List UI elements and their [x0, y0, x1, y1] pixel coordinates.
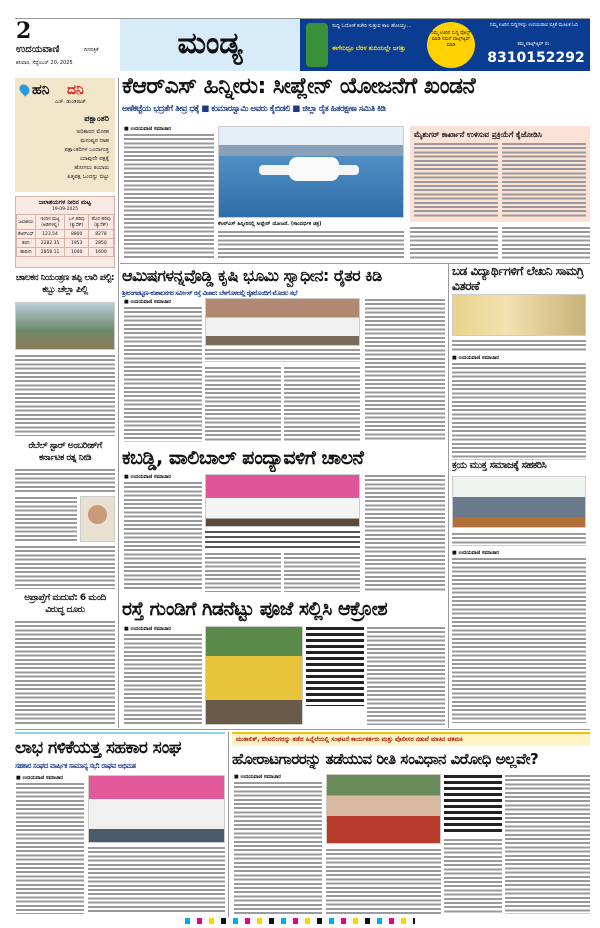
ad-bubble: ನಿಮ್ಮ ಊರಿನ ಸುದ್ದಿ ಪೋಸ್ಟ್ ಮಾಡಿ ನಮಗೆ ವಾಟ್ಸ್‌ಆ್ಯಪ್ ಮಾಡಿ — [427, 22, 475, 68]
table-title: ಜಲಾಶಯಗಳ ನೀರಿನ ಮಟ್ಟ — [38, 199, 92, 206]
poem-line: ಯಾವುದೇ ಪಕ್ಷಕ್ಕೆ — [79, 156, 109, 162]
table-date: 19-09-2025 — [51, 207, 79, 212]
table-cell: ಹಾರಂಗಿ — [17, 248, 36, 257]
coop-headline: ಲಾಭ ಗಳಿಕೆಯತ್ತ ಸಹಕಾರ ಸಂಘ — [15, 738, 182, 758]
road-headline: ರಸ್ತೆ ಗುಂಡಿಗೆ ಗಿಡನೆಟ್ಟು ಪೂಜೆ ಸಲ್ಲಿಸಿ ಆಕ್ರೋಶ — [122, 598, 388, 620]
column-title-a: ಹನಿ — [32, 81, 50, 97]
hani-dani-box — [15, 78, 115, 192]
land-meeting-photo — [205, 298, 360, 346]
land-headline: ಆಮಿಷಗಳನ್ನವೊಡ್ಡಿ ಕೃಷಿ ಭೂಮಿ ಸ್ವಾಧೀನ: ರೈತರ ಕಿಡಿ — [122, 266, 382, 285]
kraya-photo — [452, 476, 586, 528]
table-header-row — [17, 215, 114, 230]
table-cell: 8800 — [65, 230, 89, 239]
mysugar-headline: ಮೈಶುಗರ್ ಕಾರ್ಖಾನೆ ಉಳಿಸುವ ಪ್ರಕ್ರಿಯೆಗೆ ಕೈಜೋಡಿಸಿ — [414, 130, 542, 139]
issue-date: ಶನಿವಾರ, ಸೆಪ್ಟೆಂಬರ್ 20, 2025 — [16, 60, 73, 66]
table-cell: 123.54 — [35, 230, 65, 239]
table-cell: 1953 — [65, 239, 89, 248]
paper-name-logo: ಉದಯವಾಣಿ — [16, 44, 60, 55]
poem-line: ಮನುಷ್ಯನ ದಾಹ — [80, 138, 109, 144]
phone-hand-icon — [306, 23, 328, 67]
mysugar-box — [410, 126, 590, 222]
section-title: ಮಂಡ್ಯ — [177, 26, 243, 61]
lorry-photo — [15, 302, 115, 350]
edition-tag: ದಿನಪತ್ರಿಕೆ — [84, 47, 99, 53]
table-cell: 2282.35 — [35, 239, 65, 248]
table-cell: ಕೆಆರ್‌ಎಸ್ — [17, 230, 36, 239]
headline-minor-marriage: ಅಪ್ರಾಪ್ತೆಗೆ ಮದುವೆ: 6 ಮಂದಿ ವಿರುದ್ಧ ದೂರು — [24, 593, 106, 615]
table-cell: 1040 — [65, 248, 89, 257]
headline-ambareesh: ರೆಬೆಲ್ ಸ್ಟಾರ್ ಅಂಬರೀಶ್‌ಗೆ ಕರ್ನಾಟಕ ರತ್ನ ನೀಡಿ — [28, 441, 102, 463]
kraya-headline: ಕ್ರಯ ಮುಕ್ತ ಸಮಾಜಕ್ಕೆ ಸಹಕರಿಸಿ — [452, 460, 547, 471]
seaplane-caption: ಕೆಆರ್‌ಎಸ್ ಹಿನ್ನೀರಿನಲ್ಲಿ ಸೀಪ್ಲೇನ್ ಯೋಜನೆ. (ಸಾಂದರ್ಭಿಕ ಚಿತ್ರ) — [218, 221, 322, 227]
poem-line: ಪಕ್ಷಾಂತರಿಗಳ ಒಂದಾಗುತ್ತ — [64, 147, 109, 153]
lead-subhead: ಅಣೆಕಟ್ಟೆಯ ಭದ್ರತೆಗೆ ತೀವ್ರ ಧಕ್ಕೆ ■ ಕುಮಾರಸ್ವಾಮಿ ಅವರು ಕೈಬಿಡಲಿ ■ ಜಿಲ್ಲಾ ರೈತ ಹಿತರಕ್ಷಣಾ ಸಮಿತಿ ಕಿಡಿ — [122, 104, 386, 114]
byline: ■ ಉದಯವಾಣಿ ಸಮಾಚಾರ — [124, 474, 171, 480]
column-author: ಎಚ್. ಡುಂಡಿರಾಜ್ — [55, 99, 86, 105]
ambareesh-fan-photo — [80, 496, 115, 542]
ad-line1: ಸುದ್ದಿ ಓದೋಕೆ ಕಚೇರಿ ಸುತ್ತುವ ಕಾಲ ಹೋಯ್ತು... — [332, 23, 412, 29]
coop-meeting-photo — [88, 775, 225, 843]
poem-line: ಹೋಗಲು ತಯಾರು — [74, 165, 109, 171]
lead-headline: ಕೆಆರ್‌ಎಸ್ ಹಿನ್ನೀರು: ಸೀಪ್ಲೇನ್ ಯೋಜನೆಗೆ ಖಂಡನೆ — [122, 74, 476, 99]
ad-phone-number: 8310152292 — [487, 50, 585, 66]
column-header: ಹೊರ ಹರಿವು (ಕ್ಯುಸೆಕ್) — [89, 215, 114, 230]
poem-title: ಪಕ್ಷಾಂತರಿ — [84, 114, 109, 123]
water-level-table — [15, 196, 115, 268]
poem-lines — [65, 128, 110, 182]
ad-line2: ಈಗೇನಿದ್ರೂ ಬೆರಳ ತುದಿಯಲ್ಲೇ ಜಗತ್ತು — [332, 45, 406, 52]
protest-kicker-bar — [232, 732, 590, 746]
protest-headline: ಹೋರಾಟಗಾರರನ್ನು ತಡೆಯುವ ರೀತಿ ಸಂವಿಧಾನ ವಿರೋಧಿ ಅಲ್ಲವೇ? — [232, 750, 539, 768]
ad-right-sub: ತಮ್ಮ ವಾಟ್ಸ್‌ಆ್ಯಪ್ ನಂ. — [517, 42, 551, 47]
byline: ■ ಉದಯವಾಣಿ ಸಮಾಚಾರ — [452, 355, 499, 361]
byline: ■ ಉದಯವಾಣಿ ಸಮಾಚಾರ — [124, 626, 171, 632]
byline: ■ ಉದಯವಾಣಿ ಸಮಾಚಾರ — [124, 299, 171, 305]
headline-lorry: ಚಾಲಕನ ನಿಯಂತ್ರಣ ತಪ್ಪಿ ಲಾರಿ ಪಲ್ಟಿ: ಕಬ್ಬು ಚೆಲ್ಲಾ ಪಿಲ್ಲಿ — [15, 273, 115, 295]
seaplane-photo — [218, 126, 404, 218]
kabaddi-headline: ಕಬಡ್ಡಿ, ವಾಲಿಬಾಲ್ ಪಂದ್ಯಾವಳಿಗೆ ಚಾಲನೆ — [122, 447, 364, 469]
column-header: ಇಂದಿನ ಮಟ್ಟ (ಅಡಿಗಳಲ್ಲಿ) — [35, 215, 65, 230]
table-cell: ಕಬಿನಿ — [17, 239, 36, 248]
whatsapp-ad — [300, 19, 590, 71]
poem-line: ಅಧಿಕಾರದ ಮೋಹ — [76, 129, 109, 135]
coop-subhead: ಸಹಕಾರ ಸಂಘದ ವಾರ್ಷಿಕ ಸಾಮಾನ್ಯ ಸಭೆ: ರಾಘವ ಅಭಿಮತ — [15, 762, 136, 770]
road-pothole-photo — [205, 626, 303, 725]
column-title-b: ದನಿ — [67, 81, 84, 97]
drop-icon — [17, 82, 31, 96]
table-row — [17, 230, 114, 239]
byline: ■ ಉದಯವಾಣಿ ಸಮಾಚಾರ — [16, 775, 63, 781]
byline: ■ ಉದಯವಾಣಿ ಸಮಾಚಾರ — [452, 550, 499, 556]
table-row — [17, 239, 114, 248]
poem-line: ಪಿತೃಪಕ್ಷ ಒಂದನ್ನು ಬಿಟ್ಟು — [67, 174, 109, 180]
byline: ■ ಉದಯವಾಣಿ ಸಮಾಚಾರ — [234, 774, 281, 780]
water-table-grid — [16, 214, 114, 257]
protest-photo — [326, 774, 441, 844]
kabaddi-photo — [205, 474, 360, 527]
section-title-banner — [120, 19, 300, 71]
table-cell: 1600 — [89, 248, 114, 257]
students-headline: ಬಡ ವಿದ್ಯಾರ್ಥಿಗಳಿಗೆ ಲೇಖನಿ ಸಾಮಗ್ರಿ ವಿತರಣೆ — [452, 264, 584, 293]
table-cell: 2858.11 — [35, 248, 65, 257]
byline: ■ ಉದಯವಾಣಿ ಸಮಾಚಾರ — [124, 126, 171, 132]
table-row — [17, 248, 114, 257]
land-subhead: ಶ್ರೀರಂಗಪಟ್ಟಣ–ಕುಶಾಲನಗರ ಸರ್ವೀಸ್ ರಸ್ತೆ ವಿಚಾರ: ಬೆಳಗೊಳದಲ್ಲಿ ರೈತರೊಂದಿಗೆ ಮೊದಲ ಸಭೆ — [122, 289, 297, 297]
table-cell: 2850 — [89, 239, 114, 248]
color-registration-marks — [185, 918, 415, 924]
table-cell: 8278 — [89, 230, 114, 239]
column-header: ಒಳ ಹರಿವು (ಕ್ಯುಸೆಕ್) — [65, 215, 89, 230]
ad-right-text: ನಿಮ್ಮ ಊರಿನ ಸುದ್ದಿಗಳನ್ನು ಉದಯವಾಣಿ ಪತ್ರಿಕೆ ಮೂಲಕ ಓದಿ — [490, 23, 578, 28]
protest-kicker: ಮುತಾಲಿಕ್, ದೇವಲಿಂಗರನ್ನು ತಡೆದ ಹಿನ್ನೆಲೆಯಲ್ಲಿ ಸಂಘಟನೆ ಕಾರ್ಯಕರ್ತರು ಮತ್ತು ಪೊಲೀಸರ ನಡುವೆ ಮಾತಿನ ಚಕಮಕಿ — [236, 736, 463, 743]
page-number: 2 — [16, 18, 32, 44]
column-header: ಜಲಾಶಯ — [17, 215, 36, 230]
students-photo — [452, 294, 586, 336]
